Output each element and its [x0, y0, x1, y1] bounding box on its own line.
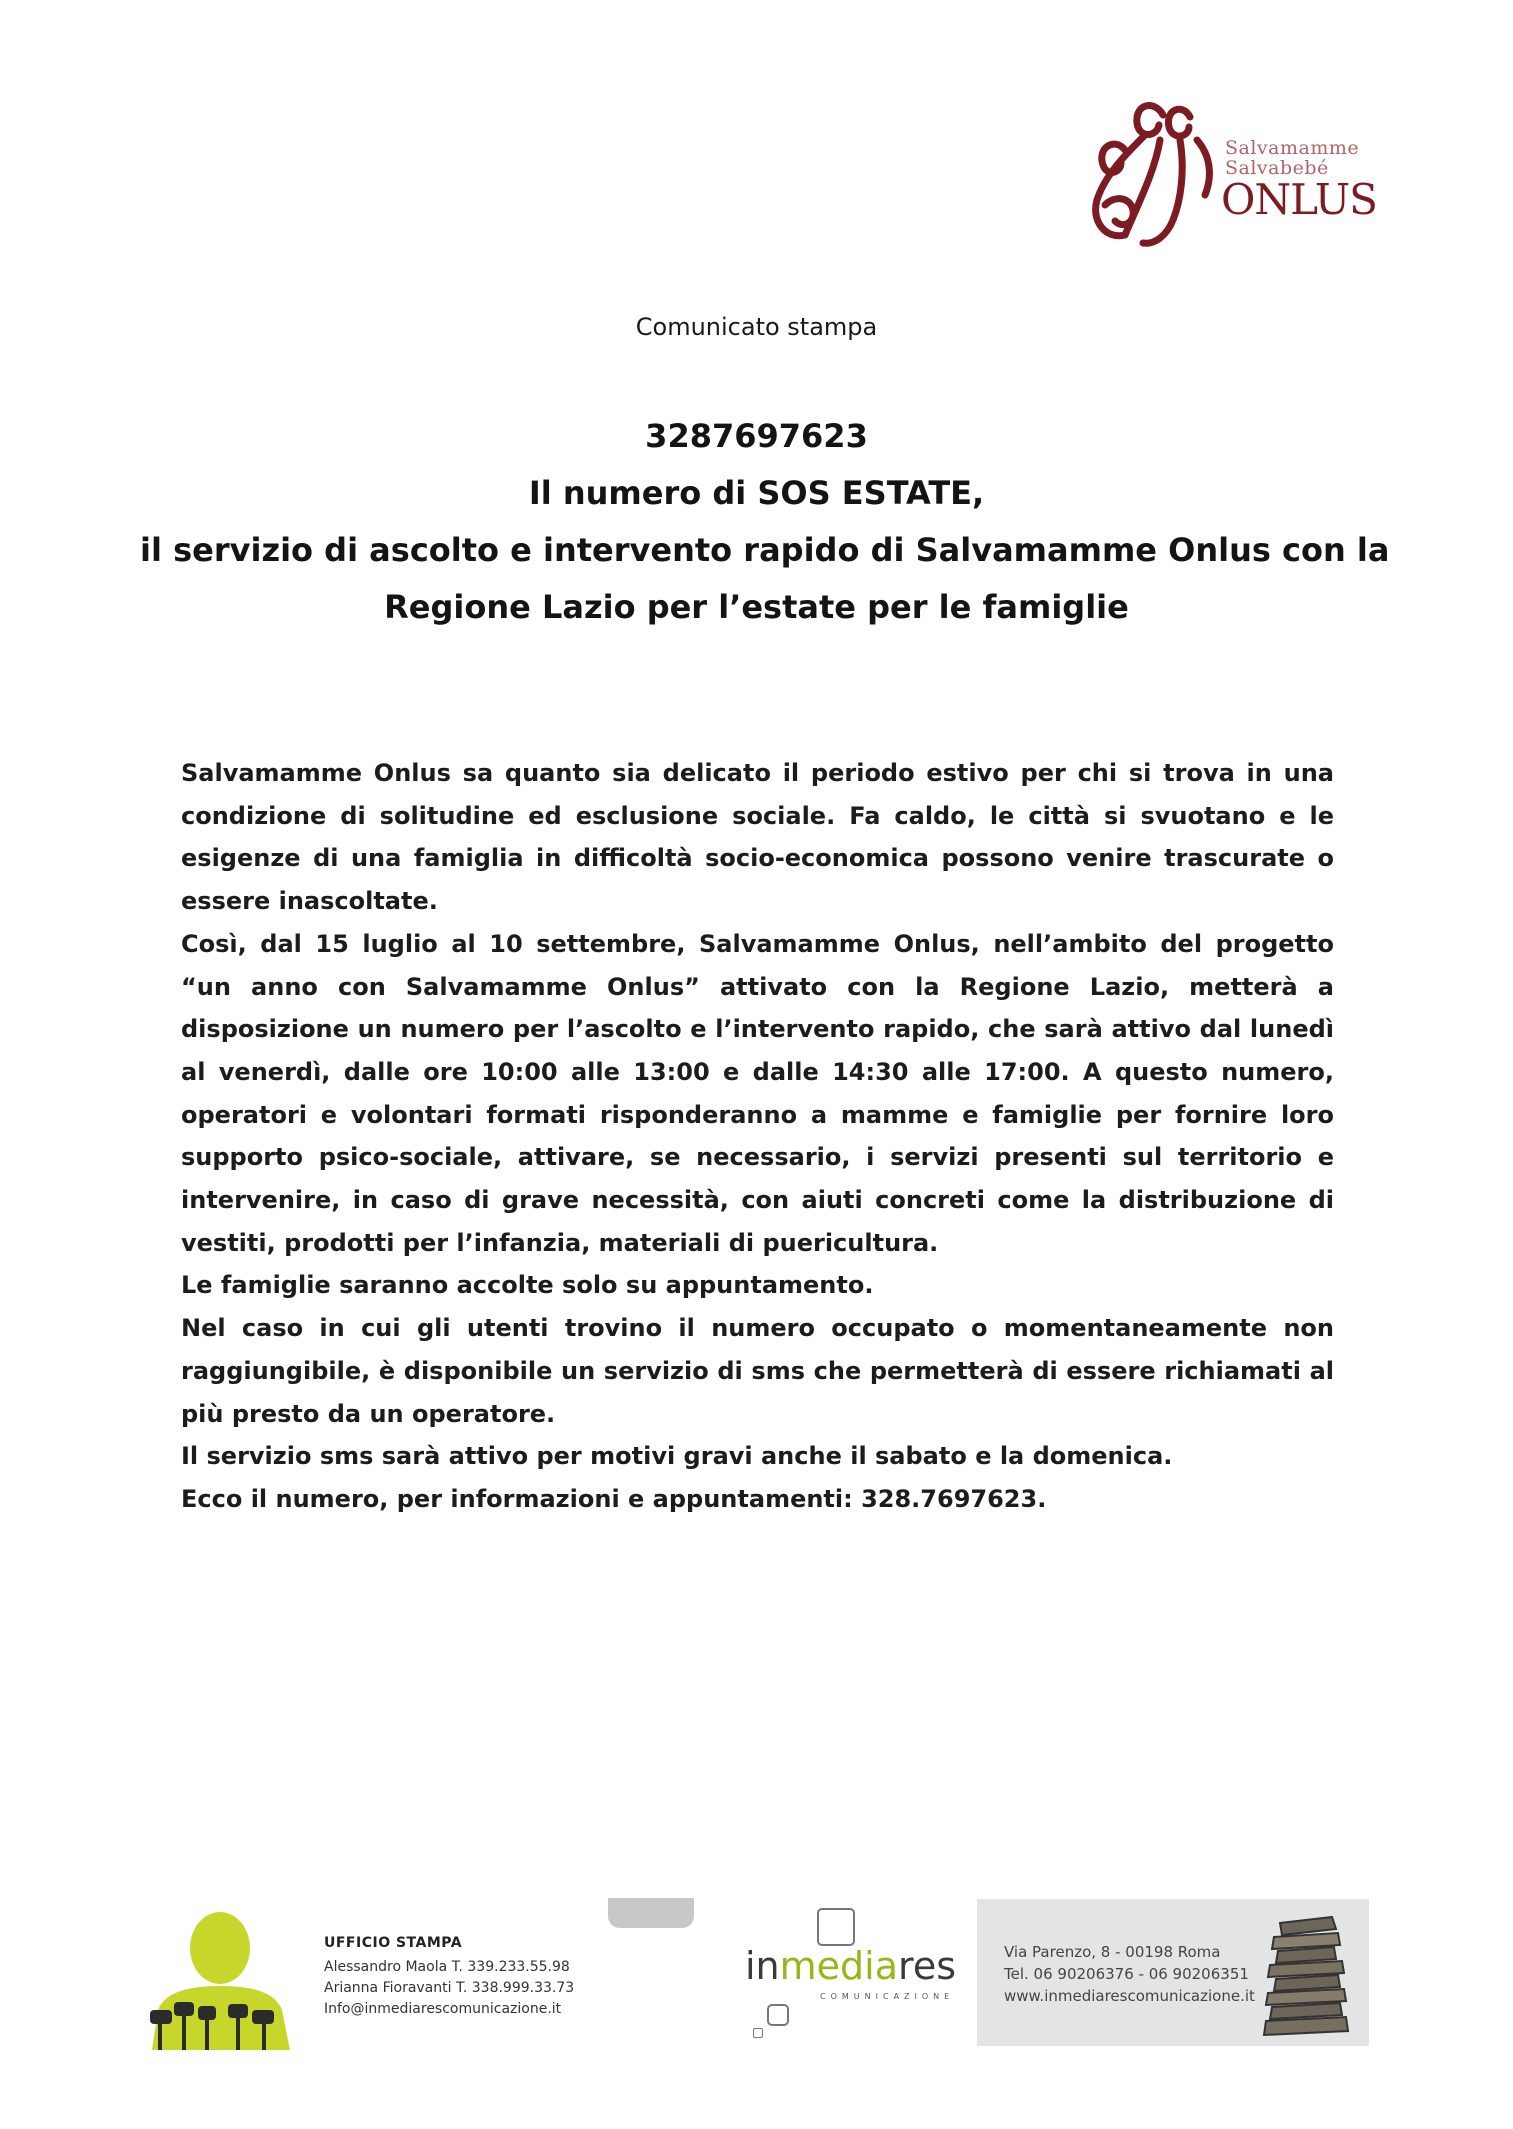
title-line-4: Regione Lazio per l’estate per le famiglie [384, 588, 1129, 626]
press-person-icon [144, 1910, 296, 2050]
footer [0, 1898, 1513, 2058]
paragraph-appointments: Le famiglie saranno accolte solo su appuntamento. [181, 1271, 874, 1300]
contact-address: Via Parenzo, 8 - 00198 Roma [1004, 1943, 1221, 1961]
title-line-2: Il numero di SOS ESTATE, [528, 474, 985, 512]
paper-stack-icon [1262, 1911, 1352, 2041]
salvamamme-logo [1085, 95, 1385, 255]
title-line-3: il servizio di ascolto e intervento rapido di Salvamamme Onlus con la [140, 531, 1390, 569]
brand-media: media [779, 1944, 899, 1988]
logo-text-onlus: ONLUS [1221, 175, 1377, 224]
brand-res: res [898, 1944, 956, 1988]
contact-box [977, 1899, 1369, 2046]
body-text [181, 752, 1334, 1521]
paragraph-intro: Salvamamme Onlus sa quanto sia delicato il periodo estivo per chi si trova in una condizione di solitudine ed esclusione sociale. Fa caldo, le città si svuotano e le esigenze di una famiglia in difficoltà socio-economica possono venire trascurate o essere inascoltate. [181, 759, 1334, 916]
logo-square-small [753, 2028, 763, 2038]
brand-in: in [745, 1944, 780, 1988]
paragraph-sms: Nel caso in cui gli utenti trovino il numero occupato o momentaneamente non raggiungibile, è disponibile un servizio di sms che permetterà di essere richiamati al più presto da un operatore. [181, 1314, 1334, 1428]
inmediares-logo [745, 1908, 955, 2038]
document-type-label: Comunicato stampa [635, 313, 878, 341]
decorative-tab [608, 1898, 694, 1928]
logo-square-medium [767, 2004, 789, 2026]
brand-wordmark [745, 1944, 956, 1988]
press-contact-email: Info@inmediarescomunicazione.it [324, 2001, 562, 2017]
contact-phone: Tel. 06 90206376 - 06 90206351 [1004, 1965, 1249, 1983]
press-office-title: UFFICIO STAMPA [324, 1935, 463, 1951]
brand-subtitle: COMUNICAZIONE [820, 1992, 955, 2001]
press-contact-fioravanti: Arianna Fioravanti T. 338.999.33.73 [324, 1980, 575, 1996]
family-logo-icon [1085, 95, 1225, 255]
paragraph-weekend: Il servizio sms sarà attivo per motivi gravi anche il sabato e la domenica. [181, 1442, 1173, 1471]
logo-text-salvamamme: Salvamamme [1225, 137, 1360, 159]
paragraph-service: Così, dal 15 luglio al 10 settembre, Salvamamme Onlus, nell’ambito del progetto “un anno con Salvamamme Onlus” attivato con la Regione Lazio, metterà a disposizione un numero per l’ascolto e l’intervento rapido, che sarà attivo dal lunedì al venerdì, dalle ore 10:00 alle 13:00 e dalle 14:30 alle 17:00. A questo numero, operatori e volontari formati risponderanno a mamme e famiglie per fornire loro supporto psico-sociale, attivare, se necessario, i servizi presenti sul territorio e intervenire, in caso di grave necessità, con aiuti concreti come la distribuzione di vestiti, prodotti per l’infanzia, materiali di puericultura. [181, 929, 1334, 1257]
paragraph-number: Ecco il numero, per informazioni e appuntamenti: 328.7697623. [181, 1484, 1047, 1513]
title-phone-number: 3287697623 [645, 417, 868, 455]
contact-website: www.inmediarescomunicazione.it [1004, 1987, 1255, 2005]
press-contact-maola: Alessandro Maola T. 339.233.55.98 [324, 1959, 570, 1975]
document-title [140, 408, 1390, 636]
logo-text-salvabebe: Salvabebé [1225, 157, 1329, 179]
logo-square-large [817, 1908, 855, 1946]
